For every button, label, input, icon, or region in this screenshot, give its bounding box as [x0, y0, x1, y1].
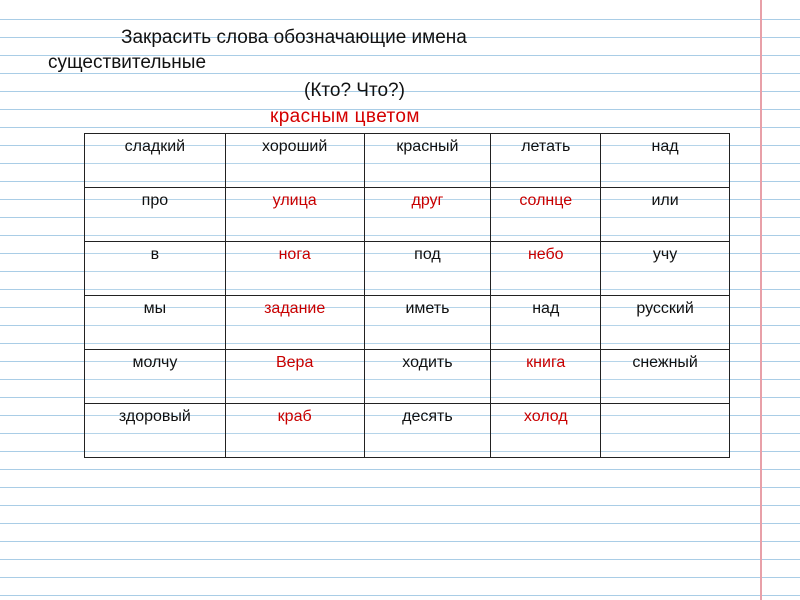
- word-cell[interactable]: хороший: [225, 134, 364, 188]
- noun-word-cell[interactable]: нога: [225, 242, 364, 296]
- word-cell[interactable]: русский: [601, 296, 730, 350]
- word-cell[interactable]: в: [85, 242, 226, 296]
- table-row: [85, 134, 730, 188]
- noun-word-cell[interactable]: задание: [225, 296, 364, 350]
- task-questions: (Кто? Что?): [304, 80, 405, 101]
- word-cell[interactable]: ходить: [364, 350, 491, 404]
- word-cell[interactable]: [601, 404, 730, 458]
- noun-word-cell[interactable]: краб: [225, 404, 364, 458]
- word-cell[interactable]: иметь: [364, 296, 491, 350]
- word-cell[interactable]: под: [364, 242, 491, 296]
- word-cell[interactable]: молчу: [85, 350, 226, 404]
- word-cell[interactable]: над: [491, 296, 601, 350]
- word-cell[interactable]: снежный: [601, 350, 730, 404]
- table-row: [85, 296, 730, 350]
- noun-word-cell[interactable]: небо: [491, 242, 601, 296]
- task-instruction-line-1: Закрасить слова обозначающие имена: [121, 27, 467, 48]
- word-cell[interactable]: десять: [364, 404, 491, 458]
- words-table: [84, 133, 730, 458]
- table-row: [85, 188, 730, 242]
- noun-word-cell[interactable]: улица: [225, 188, 364, 242]
- word-cell[interactable]: про: [85, 188, 226, 242]
- noun-word-cell[interactable]: друг: [364, 188, 491, 242]
- task-instruction-line-2: существительные: [48, 52, 207, 73]
- table-row: [85, 350, 730, 404]
- table-row: [85, 404, 730, 458]
- word-cell[interactable]: учу: [601, 242, 730, 296]
- task-color-instruction: красным цветом: [270, 106, 420, 127]
- word-cell[interactable]: здоровый: [85, 404, 226, 458]
- word-cell[interactable]: мы: [85, 296, 226, 350]
- word-cell[interactable]: сладкий: [85, 134, 226, 188]
- word-cell[interactable]: красный: [364, 134, 491, 188]
- task-heading: [0, 0, 800, 130]
- noun-word-cell[interactable]: книга: [491, 350, 601, 404]
- word-cell[interactable]: над: [601, 134, 730, 188]
- word-cell[interactable]: или: [601, 188, 730, 242]
- noun-word-cell[interactable]: солнце: [491, 188, 601, 242]
- noun-word-cell[interactable]: холод: [491, 404, 601, 458]
- word-cell[interactable]: летать: [491, 134, 601, 188]
- table-row: [85, 242, 730, 296]
- noun-word-cell[interactable]: Вера: [225, 350, 364, 404]
